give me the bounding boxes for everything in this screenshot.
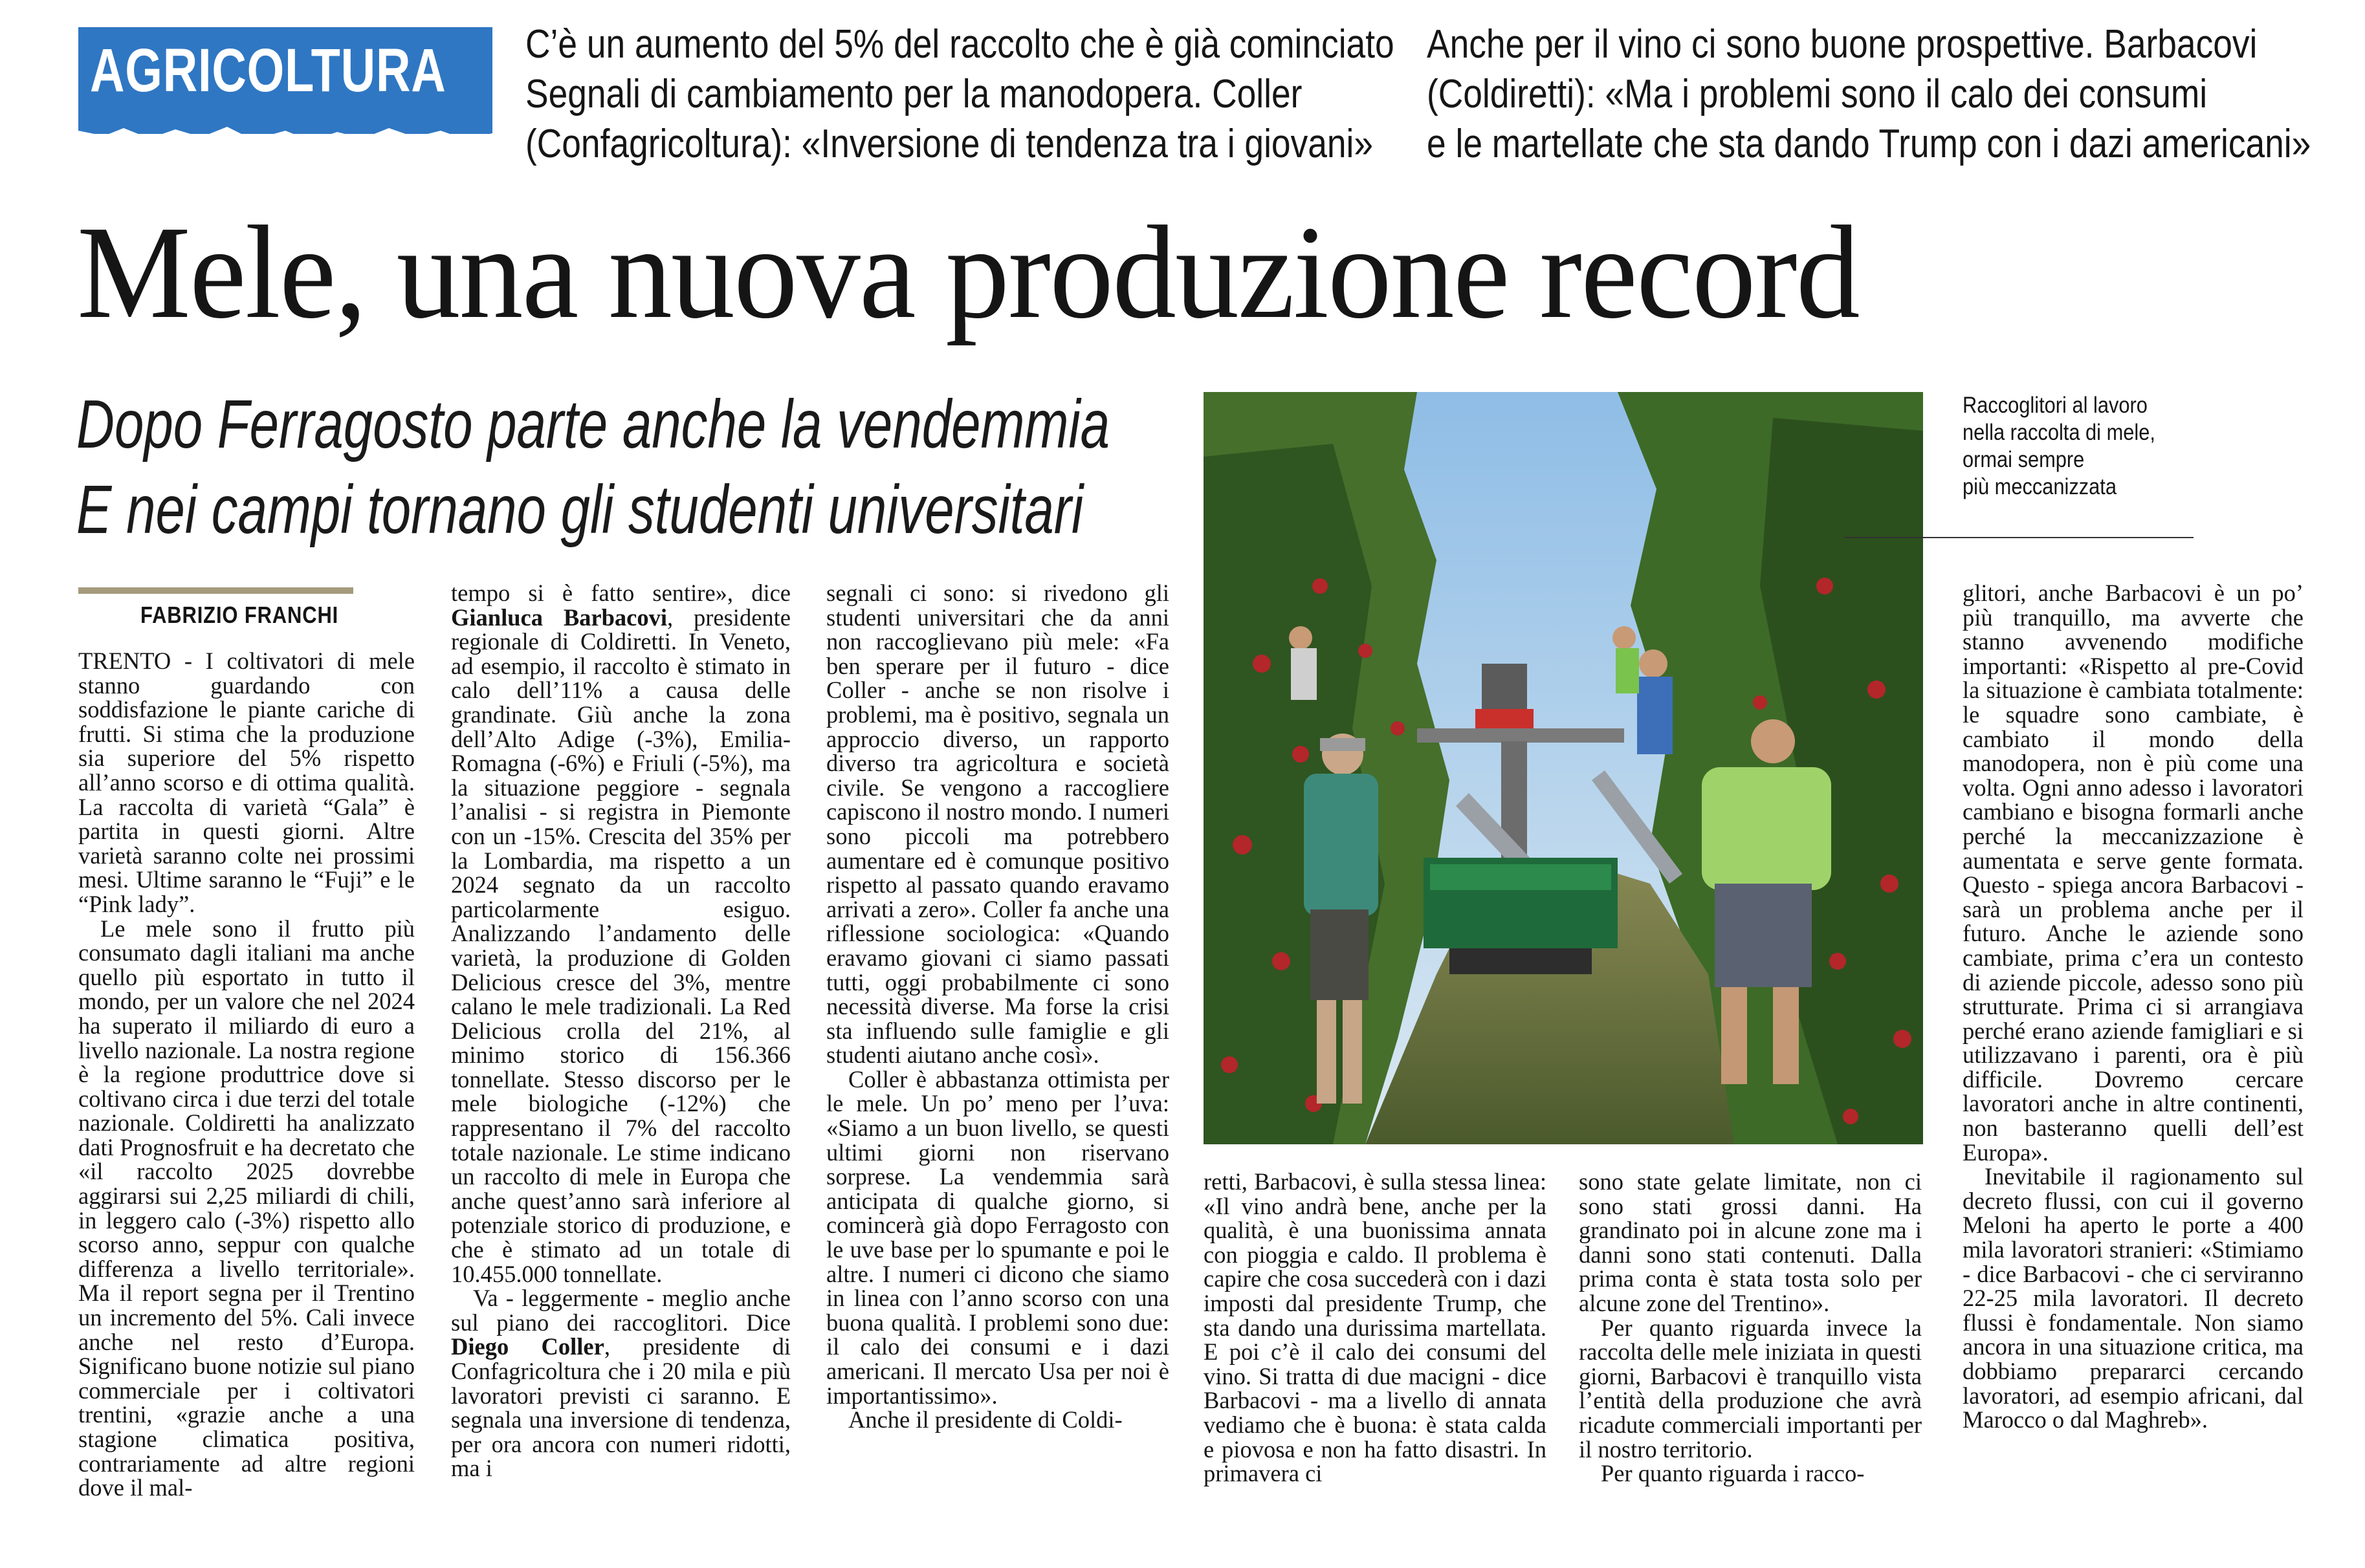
section-banner [78,27,492,160]
paragraph: sono state gelate limitate, non ci sono stati grossi danni. Ha grandinato poi in alcune zone ma i danni sono stati contenuti. Dalla prima conta è stata tosta solo per alcune zone del Trentino». [1579,1170,1922,1316]
mountain-silhouette-icon [78,124,492,160]
paragraph: Per quanto riguarda i racco- [1601,1460,1865,1487]
text-run: Va - leggermente - meglio anche sul piano dei raccoglitori. Dice [451,1285,791,1336]
photo-caption [1963,392,2155,501]
person-name: Gianluca Barbacovi [451,604,668,631]
caption-line: Raccoglitori al lavoro [1963,393,2148,418]
sublead-line: Anche per il vino ci sono buone prospettive. Barbacovi [1427,22,2258,67]
paragraph: retti, Barbacovi, è sulla stessa linea: «Il vino andrà bene, anche per la qualità, è una buonissima annata con pioggia e caldo. Il problema è capire che cosa succederà con i dazi imposti dal presidente Trump, che sta dando una durissima martellata. E poi c’è il calo dei consumi del vino. Si tratta di due macigni - dice Barbacovi - ma a livello di annata vediamo che è buona: è stata calda e piovosa e non ha fatto disastri. In primavera ci [1204,1170,1546,1487]
caption-line: nella raccolta di mele, [1963,420,2155,445]
paragraph: Anche il presidente di Coldi- [848,1406,1123,1433]
paragraph: Per quanto riguarda invece la raccolta delle mele iniziata in questi giorni, Barbacovi è tranquillo vista l’entità della produzione che avrà ricadute commerciali importanti per il nostro territorio. [1579,1314,1922,1463]
article-column-1 [78,649,415,1558]
caption-line: ormai sempre [1963,447,2085,472]
paragraph [451,1286,791,1481]
orchard-harvest-image [1204,392,1923,1144]
paragraph: segnali ci sono: si rivedono gli studenti universitari che da anni non raccoglievano più mele: «Fa ben sperare per il futuro - dice Coller - anche se non risolve i problemi, ma è positivo, segnala un approccio diverso, un rapporto diverso tra agricoltura e società civile. Se vengono a raccogliere capiscono il nostro mondo. I numeri sono piccoli ma potrebbero aumentare ed è comunque positivo rispetto al passato quando eravamo arrivati a zero». Coller fa anche una riflessione sociologica: «Quando eravamo giovani ci siamo passati tutti, oggi probabilmente ci sono necessità diverse. Ma forse la crisi sta influendo sulle famiglie e gli studenti aiutano anche così». [826,581,1169,1069]
sublead-line: C’è un aumento del 5% del raccolto che è già cominciato [525,22,1394,67]
subhead-line: Dopo Ferragosto parte anche la vendemmia [76,386,1110,463]
text-run: , presidente regionale di Coldiretti. In Veneto, ad esempio, il raccolto è stimato in calo dell’11% a causa delle grandinate. Giù anche la zona dell’Alto Adige (-3%), Emilia-Romagna (-6%) e Friuli (-5%), ma la situazione peggiore - segnala l’analisi - si registra in Piemonte con un -15%. Crescita del 35% per la Lombardia, ma rispetto a un 2024 segnato da un raccolto particolarmente esiguo. Analizzando l’andamento delle varietà, la produzione di Golden Delicious cresce del 3%, mentre calano le mele tradizionali. La Red Delicious crolla del 21%, al minimo storico di 156.366 tonnellate. Stesso discorso per le mele biologiche (-12%) che rappresentano il 7% del raccolto totale nazionale. Le stime indicano un raccolto di mele in Europa che anche quest’anno sarà inferiore al potenziale storico di produzione, e che è stimato ad un totale di 10.455.000 tonnellate. [451,604,791,1287]
article-column-2 [451,581,791,1558]
paragraph: Coller è abbastanza ottimista per le mele. Un po’ meno per l’uva: «Siamo a un buon livello, se questi ultimi giorni non riservano sorprese. La vendemmia sarà anticipata di qualche giorno, si comincerà già dopo Ferragosto con le uve base per lo spumante e poi le altre. I numeri ci dicono che siamo in linea con l’anno scorso con una buona qualità. I problemi sono due: il calo dei consumi e i dazi americani. Il mercato Usa per noi è importantissimo». [826,1065,1169,1409]
subhead-line: E nei campi tornano gli studenti universitari [76,472,1084,548]
paragraph: Le mele sono il frutto più consumato dagli italiani ma anche quello più esportato in tutto il mondo, per un valore che nel 2024 ha superato il miliardo di euro a livello nazionale. La nostra regione è la regione produttrice dove si coltivano circa i due terzi del totale nazionale. Coldiretti ha analizzato dati Prognosfruit e ha decretato che «il raccolto 2025 dovrebbe aggirarsi sui 2,25 miliardi di chili, in leggero calo (-3%) rispetto allo scorso anno, seppur con qualche differenza a livello territoriale». Ma il report segna per il Trentino un incremento del 5%. Cali invece anche nel resto d’Europa. Significano buone notizie sul piano commerciale per i coltivatori trentini, «grazie anche a una stagione climatica positiva, contrariamente ad altre regioni dove il mal- [78,915,415,1501]
paragraph: Inevitabile il ragionamento sul decreto flussi, con cui il governo Meloni ha aperto le porte a 400 mila lavoratori stranieri: «Stimiamo - dice Barbacovi - che ci serviranno 22-25 mila lavoratori. Il decreto flussi è fondamentale. Non siamo ancora in una situazione critica, ma dobbiamo prepararci cercando lavoratori, ad esempio africani, dal Marocco o dal Maghreb». [1963,1163,2304,1433]
byline: FABRIZIO FRANCHI [140,602,339,628]
paragraph [451,581,791,1286]
person-name: Diego Coller [451,1333,604,1360]
section-label: AGRICOLTURA [90,36,446,105]
sublead-line: e le martellate che sta dando Trump con i dazi americani» [1427,122,2311,166]
paragraph: glitori, anche Barbacovi è un po’ più tranquillo, ma avverte che stanno avvenendo modifiche importanti: «Rispetto al pre-Covid la situazione è cambiata totalmente: le squadre sono cambiate, è cambiato il mondo della manodopera, non è più come una volta. Ogni anno adesso i lavoratori cambiano e bisogna formarli anche perché la meccanizzazione è aumentata e serve gente formata. Questo - spiega ancora Barbacovi - sarà un problema anche per il futuro. Anche le aziende sono cambiate, prima c’era un contesto di aziende piccole, adesso sono più strutturate. Prima ci si arrangiava perché erano aziende famigliari e si utilizzavano i parenti, ora è più difficile. Dovremo cercare lavoratori anche in altre continenti, non basteranno quelli dell’est Europa». [1963,581,2304,1166]
sublead-line: (Coldiretti): «Ma i problemi sono il calo dei consumi [1427,72,2208,116]
article-column-3 [826,581,1169,1558]
article-column-5 [1579,1170,1922,1558]
paragraph: TRENTO - I coltivatori di mele stanno guardando con soddisfazione le piante cariche di frutti. Si stima che la produzione sia superiore del 5% rispetto all’anno scorso e di ottima qualità. La raccolta di varietà “Gala” è partita in questi giorni. Altre varietà saranno colte nei prossimi mesi. Ultime saranno le “Fuji” e le “Pink lady”. [78,649,415,917]
article-photo [1204,392,1923,1144]
subhead [76,382,1110,552]
text-run: tempo si è fatto sentire», dice [451,581,791,606]
article-column-6 [1963,581,2304,1558]
byline-rule [78,587,353,594]
caption-rule [1844,537,2194,538]
text-run: , presidente di Confagricoltura che i 20 mila e più lavoratori previsti ci saranno. E segnala una inversione di tendenza, per ora ancora con numeri ridotti, ma i [451,1333,791,1482]
sublead-line: Segnali di cambiamento per la manodopera. Coller [525,72,1303,116]
article-column-4 [1204,1170,1546,1558]
sublead-right [1427,19,2311,169]
sublead-left [525,19,1394,169]
sublead-line: (Confagricoltura): «Inversione di tendenza tra i giovani» [525,122,1374,166]
caption-line: più meccanizzata [1963,474,2117,499]
headline: Mele, una nuova produzione record [77,198,1859,346]
